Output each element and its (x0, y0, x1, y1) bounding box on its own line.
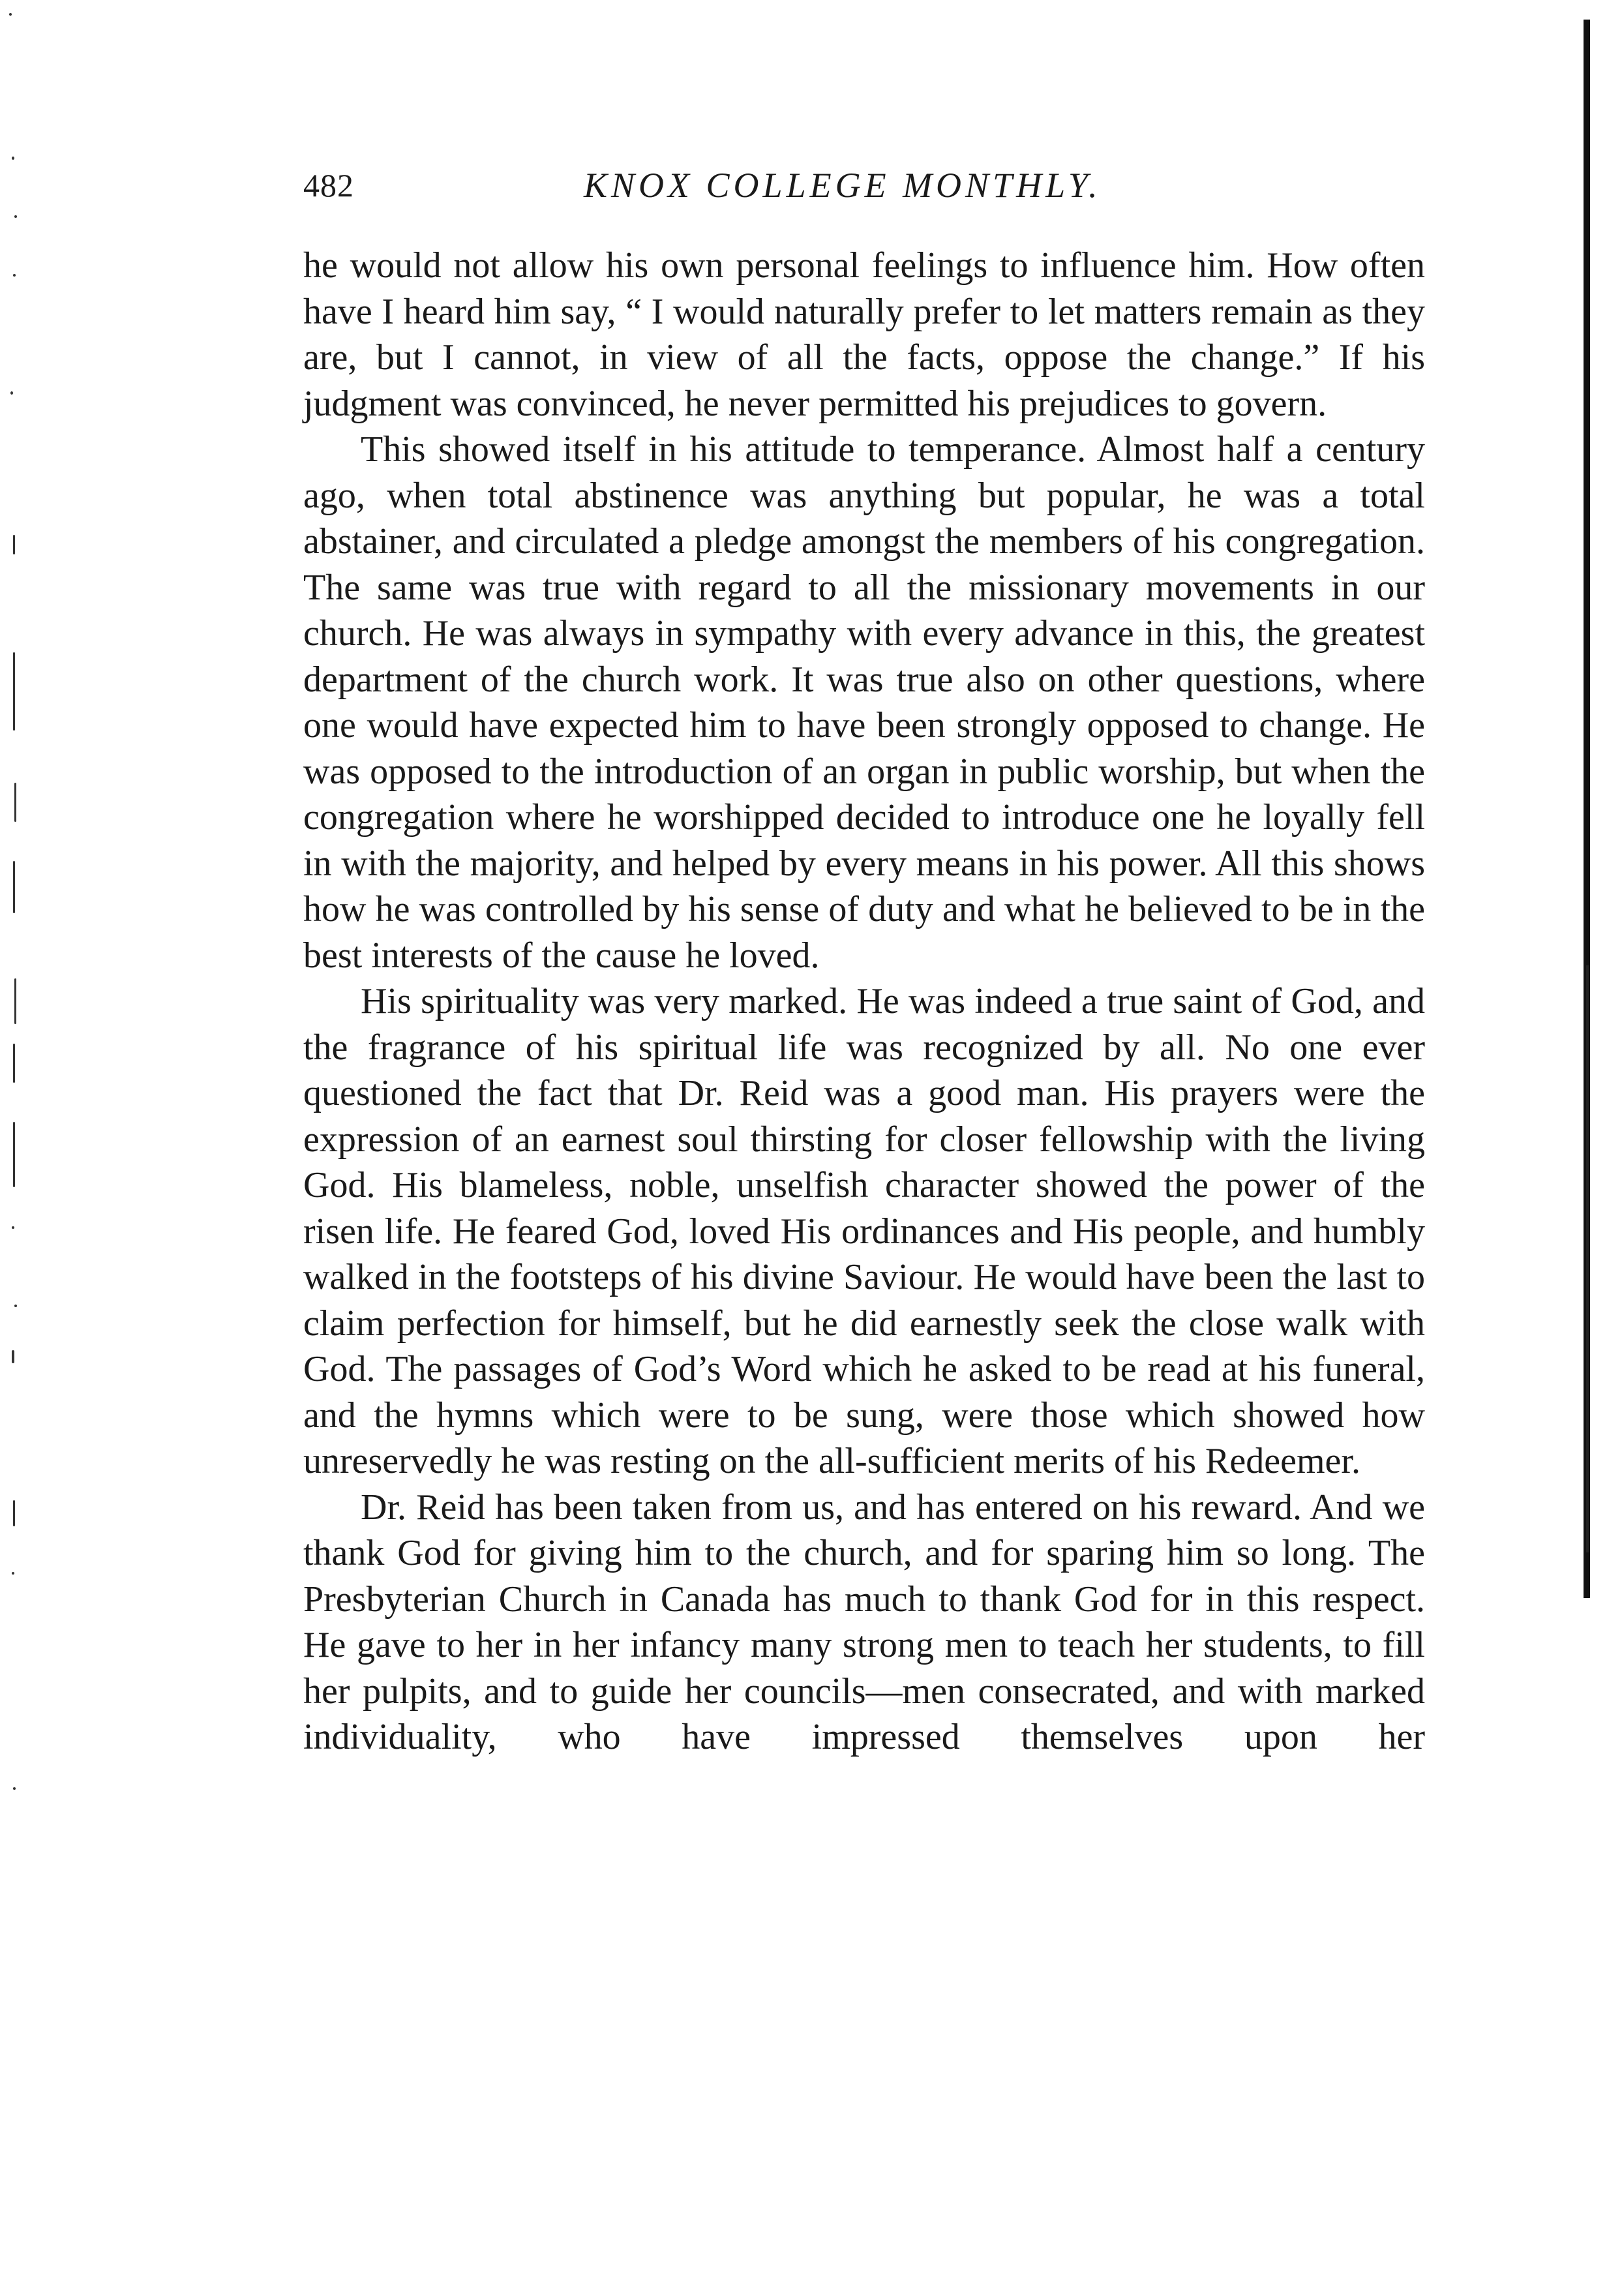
page-header (303, 160, 1425, 212)
scan-speck (14, 1305, 17, 1307)
scan-speck (12, 1350, 14, 1363)
paragraph-continuation: he would not allow his own personal feelings to influence him. How often have I heard him say, “ I would naturally prefer to let matters remain as they are, but I cannot, in view of all the facts, oppose the change.” If his judgment was convinced, he never permitted his prejudices to govern. (303, 245, 1425, 424)
scan-speck (13, 1044, 15, 1083)
scan-speck (9, 13, 12, 16)
scan-speck (13, 652, 15, 731)
scan-speck (14, 978, 16, 1024)
left-margin-scan-specks (0, 0, 39, 2296)
scan-speck (14, 215, 17, 218)
scan-speck (12, 157, 14, 160)
running-title: KNOX COLLEGE MONTHLY. (584, 166, 1102, 205)
scan-speck (10, 391, 13, 395)
article-body (303, 243, 1425, 1760)
binding-edge-thin-rule (1586, 965, 1589, 1552)
scan-speck (13, 274, 16, 277)
paragraph-temperance: This showed itself in his attitude to temperance. Almost half a century ago, when total abstinence was anything but popular, he was a total abstainer, and circulated a pledge amongst the members of his congregation. The same was true with regard to all the missionary movements in our church. He was always in sympathy with every advance in this, the greatest department of the church work. It was true also on other questions, where one would have expected him to have been strongly opposed to change. He was opposed to the introduction of an organ in public worship, but when the congregation where he worshipped decided to introduce one he loyally fell in with the majority, and helped by every means in his power. All this shows how he was controlled by his sense of duty and what he believed to be in the best interests of the cause he loved. (303, 429, 1425, 976)
scan-speck (13, 1500, 15, 1526)
scan-speck (14, 783, 16, 822)
scan-speck (13, 1122, 15, 1187)
scan-speck (13, 535, 15, 554)
scan-speck (12, 1226, 14, 1229)
scan-speck (13, 861, 15, 913)
page-number: 482 (303, 167, 354, 204)
paragraph-reward: Dr. Reid has been taken from us, and has entered on his reward. And we thank God for giving him to the church, and for sparing him so long. The Presbyterian Church in Canada has much to thank God for in this respect. He gave to her in her infancy many strong men to teach her students, to fill her pulpits, and to guide her councils—men consecrated, and with marked individuality, who have impressed themselves upon her (303, 1487, 1425, 1757)
scan-speck (12, 1572, 14, 1575)
scan-speck (13, 1787, 16, 1790)
paragraph-spirituality: His spirituality was very marked. He was indeed a true saint of God, and the fragrance of his spiritual life was recognized by all. No one ever questioned the fact that Dr. Reid was a good man. His prayers were the expression of an earnest soul thirsting for closer fellowship with the living God. His blameless, noble, unselfish character showed the power of the risen life. He feared God, loved His ordinances and His people, and humbly walked in the footsteps of his divine Saviour. He would have been the last to claim perfection for himself, but he did earnestly seek the close walk with God. The passages of God’s Word which he asked to be read at his funeral, and the hymns which were to be sung, were those which showed how unreservedly he was resting on the all-sufficient merits of his Redeemer. (303, 981, 1425, 1481)
